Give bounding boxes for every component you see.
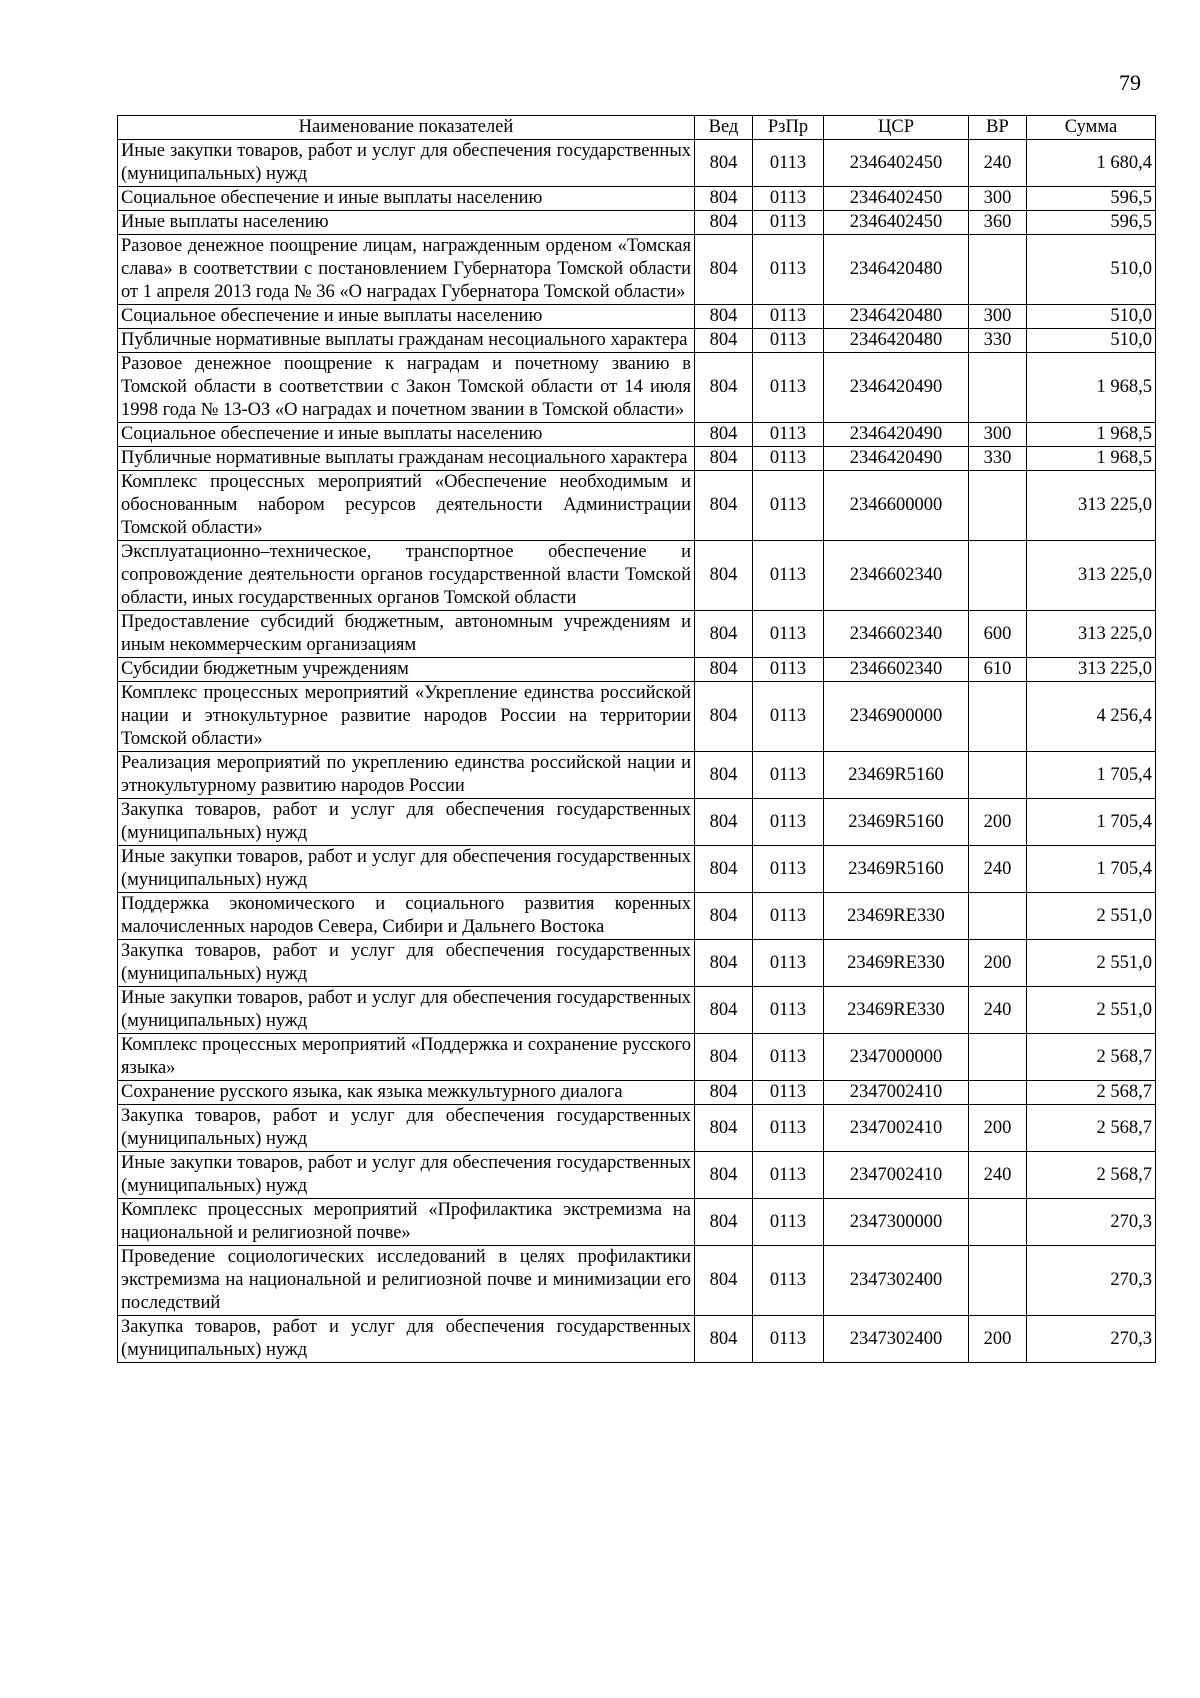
cell-csr: 2346602340 [824, 658, 969, 682]
cell-name: Комплекс процессных мероприятий «Укрепление единства российской нации и этнокультурное развитие народов России на территории Томской области» [118, 682, 695, 752]
cell-csr: 2347002410 [824, 1081, 969, 1105]
cell-csr: 2346402450 [824, 187, 969, 211]
cell-sum: 1 705,4 [1027, 752, 1156, 799]
cell-name: Закупка товаров, работ и услуг для обеспечения государственных (муниципальных) нужд [118, 940, 695, 987]
cell-name: Закупка товаров, работ и услуг для обеспечения государственных (муниципальных) нужд [118, 1105, 695, 1152]
cell-sum: 4 256,4 [1027, 682, 1156, 752]
cell-csr: 2346602340 [824, 611, 969, 658]
cell-ved: 804 [695, 846, 753, 893]
cell-csr: 23469R5160 [824, 846, 969, 893]
cell-rzpr: 0113 [753, 940, 824, 987]
cell-csr: 2346420480 [824, 329, 969, 353]
cell-sum: 1 705,4 [1027, 799, 1156, 846]
cell-name: Иные выплаты населению [118, 211, 695, 235]
cell-name: Сохранение русского языка, как языка межкультурного диалога [118, 1081, 695, 1105]
cell-vr: 200 [969, 1105, 1027, 1152]
cell-csr: 2346420490 [824, 353, 969, 423]
cell-rzpr: 0113 [753, 1316, 824, 1363]
cell-csr: 23469R5160 [824, 799, 969, 846]
cell-csr: 23469RE330 [824, 940, 969, 987]
table-row [118, 940, 1156, 987]
budget-table [117, 115, 1156, 1363]
cell-rzpr: 0113 [753, 423, 824, 447]
table-row [118, 893, 1156, 940]
table-row [118, 1034, 1156, 1081]
cell-ved: 804 [695, 211, 753, 235]
cell-vr [969, 1246, 1027, 1316]
cell-csr: 2346402450 [824, 140, 969, 187]
cell-csr: 2347000000 [824, 1034, 969, 1081]
header-sum: Сумма [1027, 116, 1156, 140]
cell-sum: 1 968,5 [1027, 423, 1156, 447]
table-row [118, 541, 1156, 611]
cell-name: Социальное обеспечение и иные выплаты населению [118, 423, 695, 447]
cell-name: Комплекс процессных мероприятий «Обеспечение необходимым и обоснованным набором ресурсов деятельности Администрации Томской области» [118, 471, 695, 541]
header-name: Наименование показателей [118, 116, 695, 140]
cell-name: Разовое денежное поощрение лицам, награжденным орденом «Томская слава» в соответствии с постановлением Губернатора Томской области от 1 апреля 2013 года № 36 «О наградах Губернатора Томской области» [118, 235, 695, 305]
cell-rzpr: 0113 [753, 1081, 824, 1105]
cell-vr [969, 353, 1027, 423]
cell-name: Закупка товаров, работ и услуг для обеспечения государственных (муниципальных) нужд [118, 1316, 695, 1363]
cell-sum: 1 705,4 [1027, 846, 1156, 893]
cell-ved: 804 [695, 305, 753, 329]
cell-sum: 510,0 [1027, 329, 1156, 353]
cell-sum: 313 225,0 [1027, 471, 1156, 541]
table-header-row [118, 116, 1156, 140]
cell-ved: 804 [695, 541, 753, 611]
cell-csr: 2346420480 [824, 305, 969, 329]
cell-sum: 313 225,0 [1027, 611, 1156, 658]
header-vr: ВР [969, 116, 1027, 140]
cell-sum: 510,0 [1027, 235, 1156, 305]
cell-sum: 2 551,0 [1027, 940, 1156, 987]
cell-name: Социальное обеспечение и иные выплаты населению [118, 305, 695, 329]
cell-sum: 270,3 [1027, 1199, 1156, 1246]
cell-rzpr: 0113 [753, 447, 824, 471]
table-body [118, 140, 1156, 1363]
cell-csr: 2346600000 [824, 471, 969, 541]
cell-csr: 2346602340 [824, 541, 969, 611]
cell-csr: 2346900000 [824, 682, 969, 752]
cell-name: Публичные нормативные выплаты гражданам несоциального характера [118, 329, 695, 353]
cell-vr: 300 [969, 423, 1027, 447]
cell-ved: 804 [695, 1152, 753, 1199]
table-row [118, 353, 1156, 423]
cell-rzpr: 0113 [753, 1199, 824, 1246]
table-row [118, 329, 1156, 353]
table-row [118, 471, 1156, 541]
cell-name: Иные закупки товаров, работ и услуг для обеспечения государственных (муниципальных) нужд [118, 846, 695, 893]
table-row [118, 305, 1156, 329]
cell-ved: 804 [695, 658, 753, 682]
cell-name: Субсидии бюджетным учреждениям [118, 658, 695, 682]
cell-name: Иные закупки товаров, работ и услуг для обеспечения государственных (муниципальных) нужд [118, 1152, 695, 1199]
cell-rzpr: 0113 [753, 1246, 824, 1316]
cell-sum: 596,5 [1027, 211, 1156, 235]
cell-sum: 270,3 [1027, 1316, 1156, 1363]
cell-csr: 2347300000 [824, 1199, 969, 1246]
cell-vr: 360 [969, 211, 1027, 235]
cell-rzpr: 0113 [753, 658, 824, 682]
cell-vr: 200 [969, 940, 1027, 987]
cell-ved: 804 [695, 1316, 753, 1363]
cell-vr [969, 1034, 1027, 1081]
cell-csr: 23469R5160 [824, 752, 969, 799]
table-row [118, 1246, 1156, 1316]
cell-vr [969, 893, 1027, 940]
cell-name: Публичные нормативные выплаты гражданам несоциального характера [118, 447, 695, 471]
table-row [118, 1105, 1156, 1152]
cell-csr: 2347002410 [824, 1152, 969, 1199]
cell-name: Социальное обеспечение и иные выплаты населению [118, 187, 695, 211]
cell-csr: 2346402450 [824, 211, 969, 235]
cell-name: Предоставление субсидий бюджетным, автономным учреждениям и иным некоммерческим организациям [118, 611, 695, 658]
cell-rzpr: 0113 [753, 329, 824, 353]
cell-csr: 2346420490 [824, 423, 969, 447]
table-row [118, 658, 1156, 682]
table-row [118, 682, 1156, 752]
cell-ved: 804 [695, 799, 753, 846]
cell-vr [969, 471, 1027, 541]
cell-name: Иные закупки товаров, работ и услуг для обеспечения государственных (муниципальных) нужд [118, 140, 695, 187]
cell-csr: 23469RE330 [824, 987, 969, 1034]
table-row [118, 211, 1156, 235]
cell-vr: 330 [969, 329, 1027, 353]
cell-ved: 804 [695, 1081, 753, 1105]
cell-name: Закупка товаров, работ и услуг для обеспечения государственных (муниципальных) нужд [118, 799, 695, 846]
cell-sum: 270,3 [1027, 1246, 1156, 1316]
cell-rzpr: 0113 [753, 353, 824, 423]
header-ved: Вед [695, 116, 753, 140]
cell-rzpr: 0113 [753, 893, 824, 940]
cell-vr [969, 541, 1027, 611]
table-row [118, 799, 1156, 846]
cell-name: Иные закупки товаров, работ и услуг для обеспечения государственных (муниципальных) нужд [118, 987, 695, 1034]
cell-rzpr: 0113 [753, 1152, 824, 1199]
cell-rzpr: 0113 [753, 235, 824, 305]
cell-csr: 2347302400 [824, 1316, 969, 1363]
cell-sum: 2 568,7 [1027, 1105, 1156, 1152]
cell-sum: 1 680,4 [1027, 140, 1156, 187]
cell-vr [969, 682, 1027, 752]
cell-vr [969, 1081, 1027, 1105]
cell-sum: 2 551,0 [1027, 893, 1156, 940]
table-row [118, 987, 1156, 1034]
table-row [118, 447, 1156, 471]
cell-vr: 240 [969, 987, 1027, 1034]
cell-vr [969, 1199, 1027, 1246]
table-row [118, 846, 1156, 893]
cell-rzpr: 0113 [753, 987, 824, 1034]
table-row [118, 752, 1156, 799]
cell-name: Комплекс процессных мероприятий «Поддержка и сохранение русского языка» [118, 1034, 695, 1081]
cell-ved: 804 [695, 1105, 753, 1152]
cell-ved: 804 [695, 1246, 753, 1316]
cell-csr: 2347302400 [824, 1246, 969, 1316]
cell-vr: 610 [969, 658, 1027, 682]
cell-ved: 804 [695, 1199, 753, 1246]
cell-vr: 200 [969, 799, 1027, 846]
table-row [118, 1081, 1156, 1105]
table-row [118, 235, 1156, 305]
cell-vr: 330 [969, 447, 1027, 471]
cell-name: Разовое денежное поощрение к наградам и почетному званию в Томской области в соответствии с Закон Томской области от 14 июля 1998 года № 13-ОЗ «О наградах и почетном звании в Томской области» [118, 353, 695, 423]
cell-vr: 600 [969, 611, 1027, 658]
cell-sum: 1 968,5 [1027, 353, 1156, 423]
table-row [118, 423, 1156, 447]
cell-ved: 804 [695, 471, 753, 541]
cell-csr: 2346420480 [824, 235, 969, 305]
cell-rzpr: 0113 [753, 187, 824, 211]
cell-rzpr: 0113 [753, 211, 824, 235]
table-row [118, 1199, 1156, 1246]
cell-name: Реализация мероприятий по укреплению единства российской нации и этнокультурному развитию народов России [118, 752, 695, 799]
cell-ved: 804 [695, 752, 753, 799]
cell-rzpr: 0113 [753, 752, 824, 799]
cell-rzpr: 0113 [753, 611, 824, 658]
cell-rzpr: 0113 [753, 305, 824, 329]
cell-sum: 2 551,0 [1027, 987, 1156, 1034]
cell-rzpr: 0113 [753, 140, 824, 187]
cell-sum: 510,0 [1027, 305, 1156, 329]
header-csr: ЦСР [824, 116, 969, 140]
cell-ved: 804 [695, 235, 753, 305]
cell-rzpr: 0113 [753, 846, 824, 893]
cell-vr [969, 752, 1027, 799]
table-row [118, 1316, 1156, 1363]
cell-name: Проведение социологических исследований в целях профилактики экстремизма на национальной и религиозной почве и минимизации его последствий [118, 1246, 695, 1316]
cell-sum: 596,5 [1027, 187, 1156, 211]
cell-vr: 240 [969, 846, 1027, 893]
cell-ved: 804 [695, 682, 753, 752]
header-rzpr: РзПр [753, 116, 824, 140]
page-number: 79 [1119, 70, 1141, 95]
cell-vr: 300 [969, 305, 1027, 329]
cell-vr: 300 [969, 187, 1027, 211]
cell-sum: 313 225,0 [1027, 541, 1156, 611]
table-row [118, 1152, 1156, 1199]
cell-name: Поддержка экономического и социального развития коренных малочисленных народов Севера, Сибири и Дальнего Востока [118, 893, 695, 940]
cell-sum: 2 568,7 [1027, 1081, 1156, 1105]
cell-ved: 804 [695, 447, 753, 471]
cell-ved: 804 [695, 187, 753, 211]
cell-vr [969, 235, 1027, 305]
cell-ved: 804 [695, 423, 753, 447]
cell-rzpr: 0113 [753, 1105, 824, 1152]
cell-rzpr: 0113 [753, 1034, 824, 1081]
cell-ved: 804 [695, 987, 753, 1034]
cell-csr: 2346420490 [824, 447, 969, 471]
cell-name: Комплекс процессных мероприятий «Профилактика экстремизма на национальной и религиозной почве» [118, 1199, 695, 1246]
cell-ved: 804 [695, 329, 753, 353]
cell-ved: 804 [695, 611, 753, 658]
cell-rzpr: 0113 [753, 799, 824, 846]
cell-sum: 1 968,5 [1027, 447, 1156, 471]
cell-sum: 313 225,0 [1027, 658, 1156, 682]
cell-ved: 804 [695, 940, 753, 987]
table-row [118, 140, 1156, 187]
cell-rzpr: 0113 [753, 682, 824, 752]
cell-rzpr: 0113 [753, 541, 824, 611]
cell-vr: 240 [969, 1152, 1027, 1199]
cell-csr: 2347002410 [824, 1105, 969, 1152]
cell-name: Эксплуатационно–техническое, транспортное обеспечение и сопровождение деятельности органов государственной власти Томской области, иных государственных органов Томской области [118, 541, 695, 611]
cell-vr: 200 [969, 1316, 1027, 1363]
cell-csr: 23469RE330 [824, 893, 969, 940]
cell-ved: 804 [695, 140, 753, 187]
cell-sum: 2 568,7 [1027, 1034, 1156, 1081]
cell-ved: 804 [695, 1034, 753, 1081]
table-row [118, 611, 1156, 658]
table-row [118, 187, 1156, 211]
cell-ved: 804 [695, 353, 753, 423]
cell-sum: 2 568,7 [1027, 1152, 1156, 1199]
cell-rzpr: 0113 [753, 471, 824, 541]
cell-ved: 804 [695, 893, 753, 940]
cell-vr: 240 [969, 140, 1027, 187]
